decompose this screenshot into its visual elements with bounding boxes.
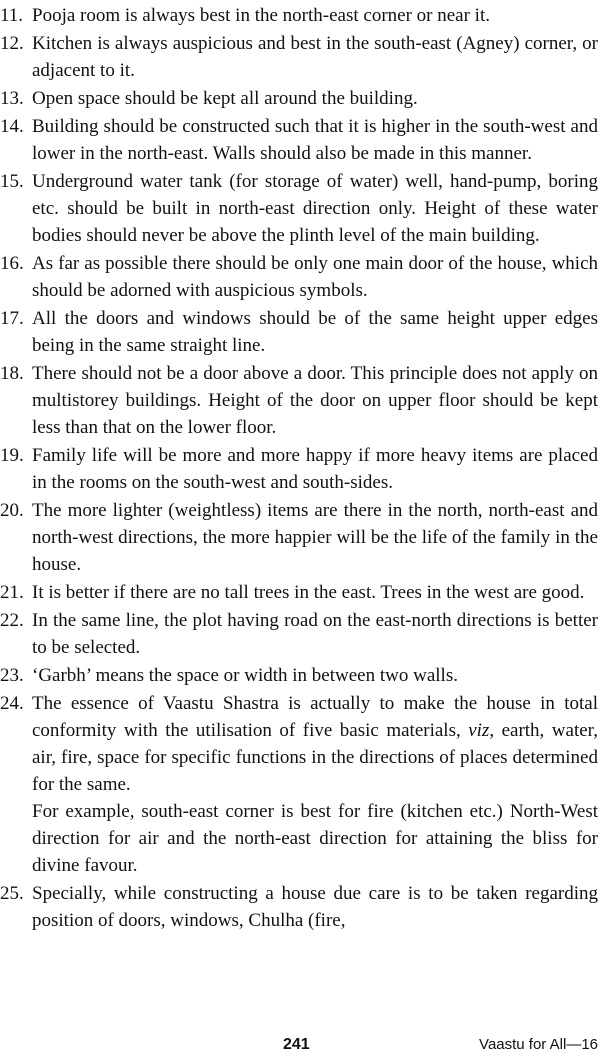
list-item: [0, 497, 600, 578]
item-text: Kitchen is always auspicious and best in the south-east (Agney) corner, or adjacent to it.: [32, 33, 598, 81]
item-number: 15.: [0, 171, 24, 192]
item-text: Family life will be more and more happy if more heavy items are placed in the rooms on the south-west and south-sides.: [32, 445, 598, 493]
list-item: [0, 30, 600, 84]
list-item: [0, 168, 600, 249]
item-text: In the same line, the plot having road on the east-north directions is better to be selected.: [32, 610, 598, 658]
list-item: [0, 442, 600, 496]
item-text: As far as possible there should be only one main door of the house, which should be adorned with auspicious symbols.: [32, 253, 598, 301]
item-text: Pooja room is always best in the north-east corner or near it.: [32, 5, 490, 26]
page-footer: [0, 1034, 600, 1058]
list-item: [0, 360, 600, 441]
item-number: 11.: [0, 5, 24, 26]
list-item: [0, 607, 600, 661]
item-text-part: , earth, water, air, fire, space for specific functions in the directions of places determined for the same.: [32, 720, 598, 795]
list-item: [0, 113, 600, 167]
item-number: 19.: [0, 445, 24, 466]
list-item: [0, 690, 600, 879]
numbered-list: [0, 2, 600, 935]
list-item: [0, 579, 600, 606]
item-text-part: The essence of Vaastu Shastra is actually to make the house in total conformity with the utilisation of five basic materials,: [32, 693, 598, 741]
item-text-italic: viz: [468, 720, 490, 741]
list-item: [0, 662, 600, 689]
item-text: Open space should be kept all around the building.: [32, 88, 418, 109]
item-text: All the doors and windows should be of the same height upper edges being in the same straight line.: [32, 308, 598, 356]
item-number: 16.: [0, 253, 24, 274]
list-item: [0, 305, 600, 359]
item-number: 22.: [0, 610, 24, 631]
item-number: 17.: [0, 308, 24, 329]
item-number: 21.: [0, 582, 24, 603]
item-number: 23.: [0, 665, 24, 686]
item-text: Underground water tank (for storage of water) well, hand-pump, boring etc. should be built in north-east direction only. Height of these water bodies should never be above the plinth level of the main building.: [32, 171, 598, 246]
item-number: 18.: [0, 363, 24, 384]
item-number: 14.: [0, 116, 24, 137]
list-item: [0, 2, 600, 29]
item-text: [32, 690, 598, 798]
item-number: 20.: [0, 500, 24, 521]
item-text: ‘Garbh’ means the space or width in between two walls.: [32, 665, 458, 686]
list-item: [0, 880, 600, 934]
running-title: Vaastu for All—16: [479, 1036, 598, 1053]
item-number: 13.: [0, 88, 24, 109]
list-item: [0, 85, 600, 112]
list-item: [0, 250, 600, 304]
item-text: The more lighter (weightless) items are there in the north, north-east and north-west directions, the more happier will be the life of the family in the house.: [32, 500, 598, 575]
item-text: There should not be a door above a door. This principle does not apply on multistorey buildings. Height of the door on upper floor should be kept less than that on the lower floor.: [32, 363, 598, 438]
item-number: 25.: [0, 883, 24, 904]
item-text: It is better if there are no tall trees in the east. Trees in the west are good.: [32, 582, 585, 603]
item-text: Specially, while constructing a house due care is to be taken regarding position of doors, windows, Chulha (fire,: [32, 883, 598, 931]
page-number: 241: [283, 1036, 310, 1053]
item-number: 12.: [0, 33, 24, 54]
item-extra-paragraph: For example, south-east corner is best for fire (kitchen etc.) North-West direction for air and the north-east direction for attaining the bliss for divine favour.: [32, 801, 598, 876]
item-text: Building should be constructed such that it is higher in the south-west and lower in the north-east. Walls should also be made in this manner.: [32, 116, 598, 164]
item-number: 24.: [0, 693, 24, 714]
